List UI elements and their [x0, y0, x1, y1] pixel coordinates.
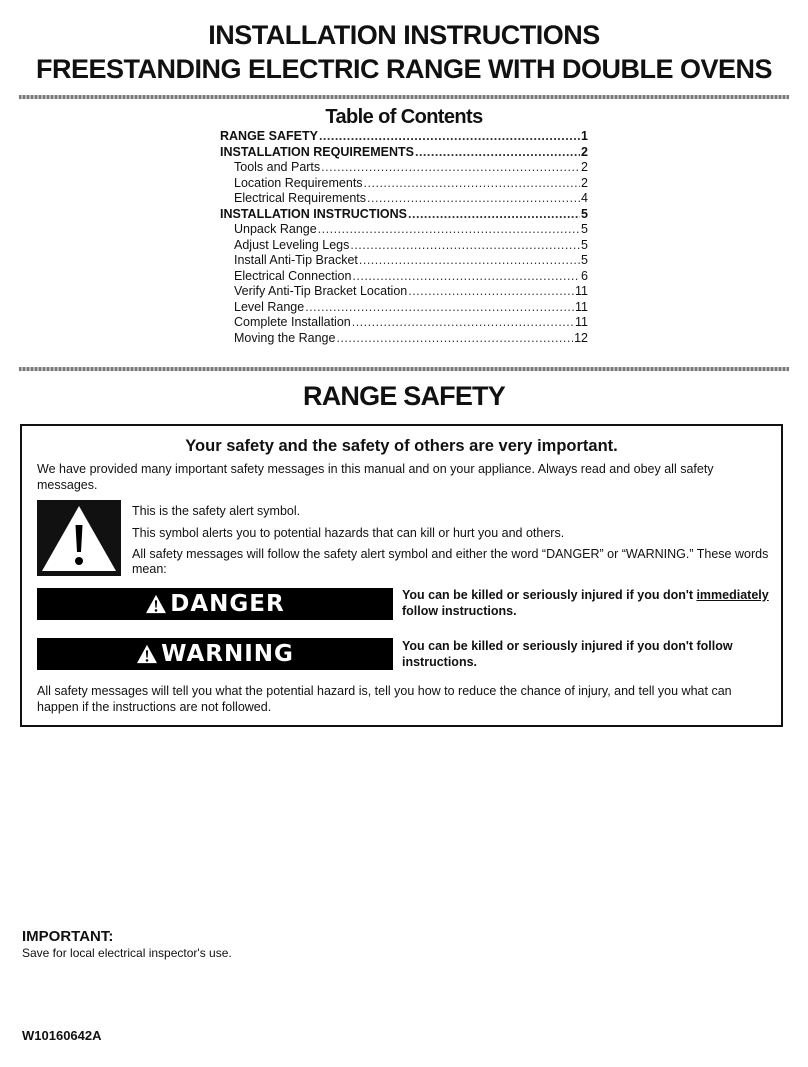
toc-leader-dots	[364, 176, 581, 190]
toc-entry	[220, 207, 588, 223]
toc-leader-dots	[352, 315, 574, 329]
toc-entry-page: 5	[581, 206, 588, 221]
safety-intro: We have provided many important safety messages in this manual and on your appliance. Always read and obey all safety messages.	[37, 462, 714, 492]
toc-entry	[220, 191, 588, 207]
toc-entry-page: 11	[575, 284, 588, 298]
alert-hazard-text: This symbol alerts you to potential hazards that can kill or hurt you and others.	[132, 526, 565, 540]
toc-entry-label: Moving the Range	[234, 330, 336, 345]
warning-description: You can be killed or seriously injured if you don't follow instructions.	[402, 639, 733, 669]
toc-entry-page: 5	[581, 237, 588, 252]
danger-signal-bar	[37, 588, 393, 620]
table-of-contents	[220, 129, 588, 346]
toc-entry-label: Complete Installation	[234, 315, 351, 329]
toc-entry-page: 5	[581, 222, 588, 236]
toc-entry	[220, 176, 588, 192]
toc-leader-dots	[336, 331, 573, 345]
toc-leader-dots	[305, 300, 574, 314]
toc-entry-page: 6	[581, 268, 588, 283]
toc-entry-page: 1	[581, 129, 588, 143]
toc-entry-label: Unpack Range	[234, 222, 317, 236]
toc-entry	[220, 315, 588, 331]
toc-entry-page: 4	[581, 191, 588, 205]
important-text: Save for local electrical inspector's use.	[22, 946, 232, 960]
toc-entry-page: 2	[581, 144, 588, 159]
danger-description: You can be killed or seriously injured if you don't immediately follow instructions.	[402, 588, 769, 618]
toc-entry-label: Install Anti-Tip Bracket	[234, 253, 358, 267]
toc-entry	[220, 129, 588, 145]
section-heading-range-safety: RANGE SAFETY	[303, 381, 505, 411]
toc-entry	[220, 284, 588, 300]
toc-leader-dots	[350, 238, 580, 252]
danger-alert-icon	[145, 594, 167, 614]
toc-entry-label: INSTALLATION INSTRUCTIONS	[220, 206, 408, 221]
toc-entry-page: 11	[575, 299, 588, 314]
toc-entry	[220, 300, 588, 316]
warning-label: WARNING	[161, 641, 294, 667]
toc-entry	[220, 269, 588, 285]
toc-entry	[220, 253, 588, 269]
toc-entry-page: 5	[581, 253, 588, 267]
toc-entry-page: 11	[575, 315, 588, 329]
toc-leader-dots	[318, 222, 580, 236]
safety-outro: All safety messages will tell you what the potential hazard is, tell you how to reduce the chance of injury, and tell you what can happen if the instructions are not followed.	[37, 684, 732, 714]
title-line-1: INSTALLATION INSTRUCTIONS	[208, 20, 600, 50]
toc-entry	[220, 222, 588, 238]
toc-entry	[220, 331, 588, 347]
warning-alert-icon	[136, 644, 158, 664]
divider-middle	[19, 367, 789, 371]
toc-entry-label: Location Requirements	[234, 175, 363, 190]
toc-entry-page: 2	[581, 175, 588, 190]
safety-alert-symbol-icon	[37, 500, 121, 576]
alert-signal-words-text: All safety messages will follow the safety alert symbol and either the word “DANGER” or “WARNING.” These words mean:	[132, 547, 769, 576]
important-label: IMPORTANT:	[22, 928, 114, 945]
toc-leader-dots	[319, 129, 580, 143]
toc-leader-dots	[408, 207, 580, 221]
toc-leader-dots	[359, 253, 580, 267]
toc-entry-label: Adjust Leveling Legs	[234, 237, 350, 252]
toc-entry-label: Electrical Requirements	[234, 191, 366, 205]
toc-leader-dots	[367, 191, 580, 205]
safety-headline: Your safety and the safety of others are very important.	[185, 437, 618, 455]
toc-entry-label: RANGE SAFETY	[220, 129, 318, 143]
toc-entry-label: INSTALLATION REQUIREMENTS	[220, 144, 414, 159]
toc-entry-label: Level Range	[234, 299, 305, 314]
warning-signal-bar	[37, 638, 393, 670]
safety-message-box	[20, 424, 783, 727]
toc-entry-label: Electrical Connection	[234, 268, 352, 283]
title-line-2: FREESTANDING ELECTRIC RANGE WITH DOUBLE OVENS	[35, 54, 773, 84]
danger-label: DANGER	[170, 591, 285, 617]
toc-leader-dots	[352, 269, 580, 283]
toc-entry-label: Verify Anti-Tip Bracket Location	[234, 284, 408, 298]
alert-symbol-text: This is the safety alert symbol.	[132, 504, 301, 518]
toc-heading: Table of Contents	[325, 106, 483, 128]
document-number: W10160642A	[22, 1028, 102, 1043]
toc-leader-dots	[415, 145, 580, 159]
toc-entry-page: 12	[574, 330, 588, 345]
toc-leader-dots	[408, 284, 574, 298]
toc-leader-dots	[321, 160, 580, 174]
toc-entry-label: Tools and Parts	[234, 160, 321, 174]
divider-top	[19, 95, 789, 99]
toc-entry	[220, 145, 588, 161]
toc-entry-page: 2	[581, 160, 588, 174]
toc-entry	[220, 160, 588, 176]
toc-entry	[220, 238, 588, 254]
